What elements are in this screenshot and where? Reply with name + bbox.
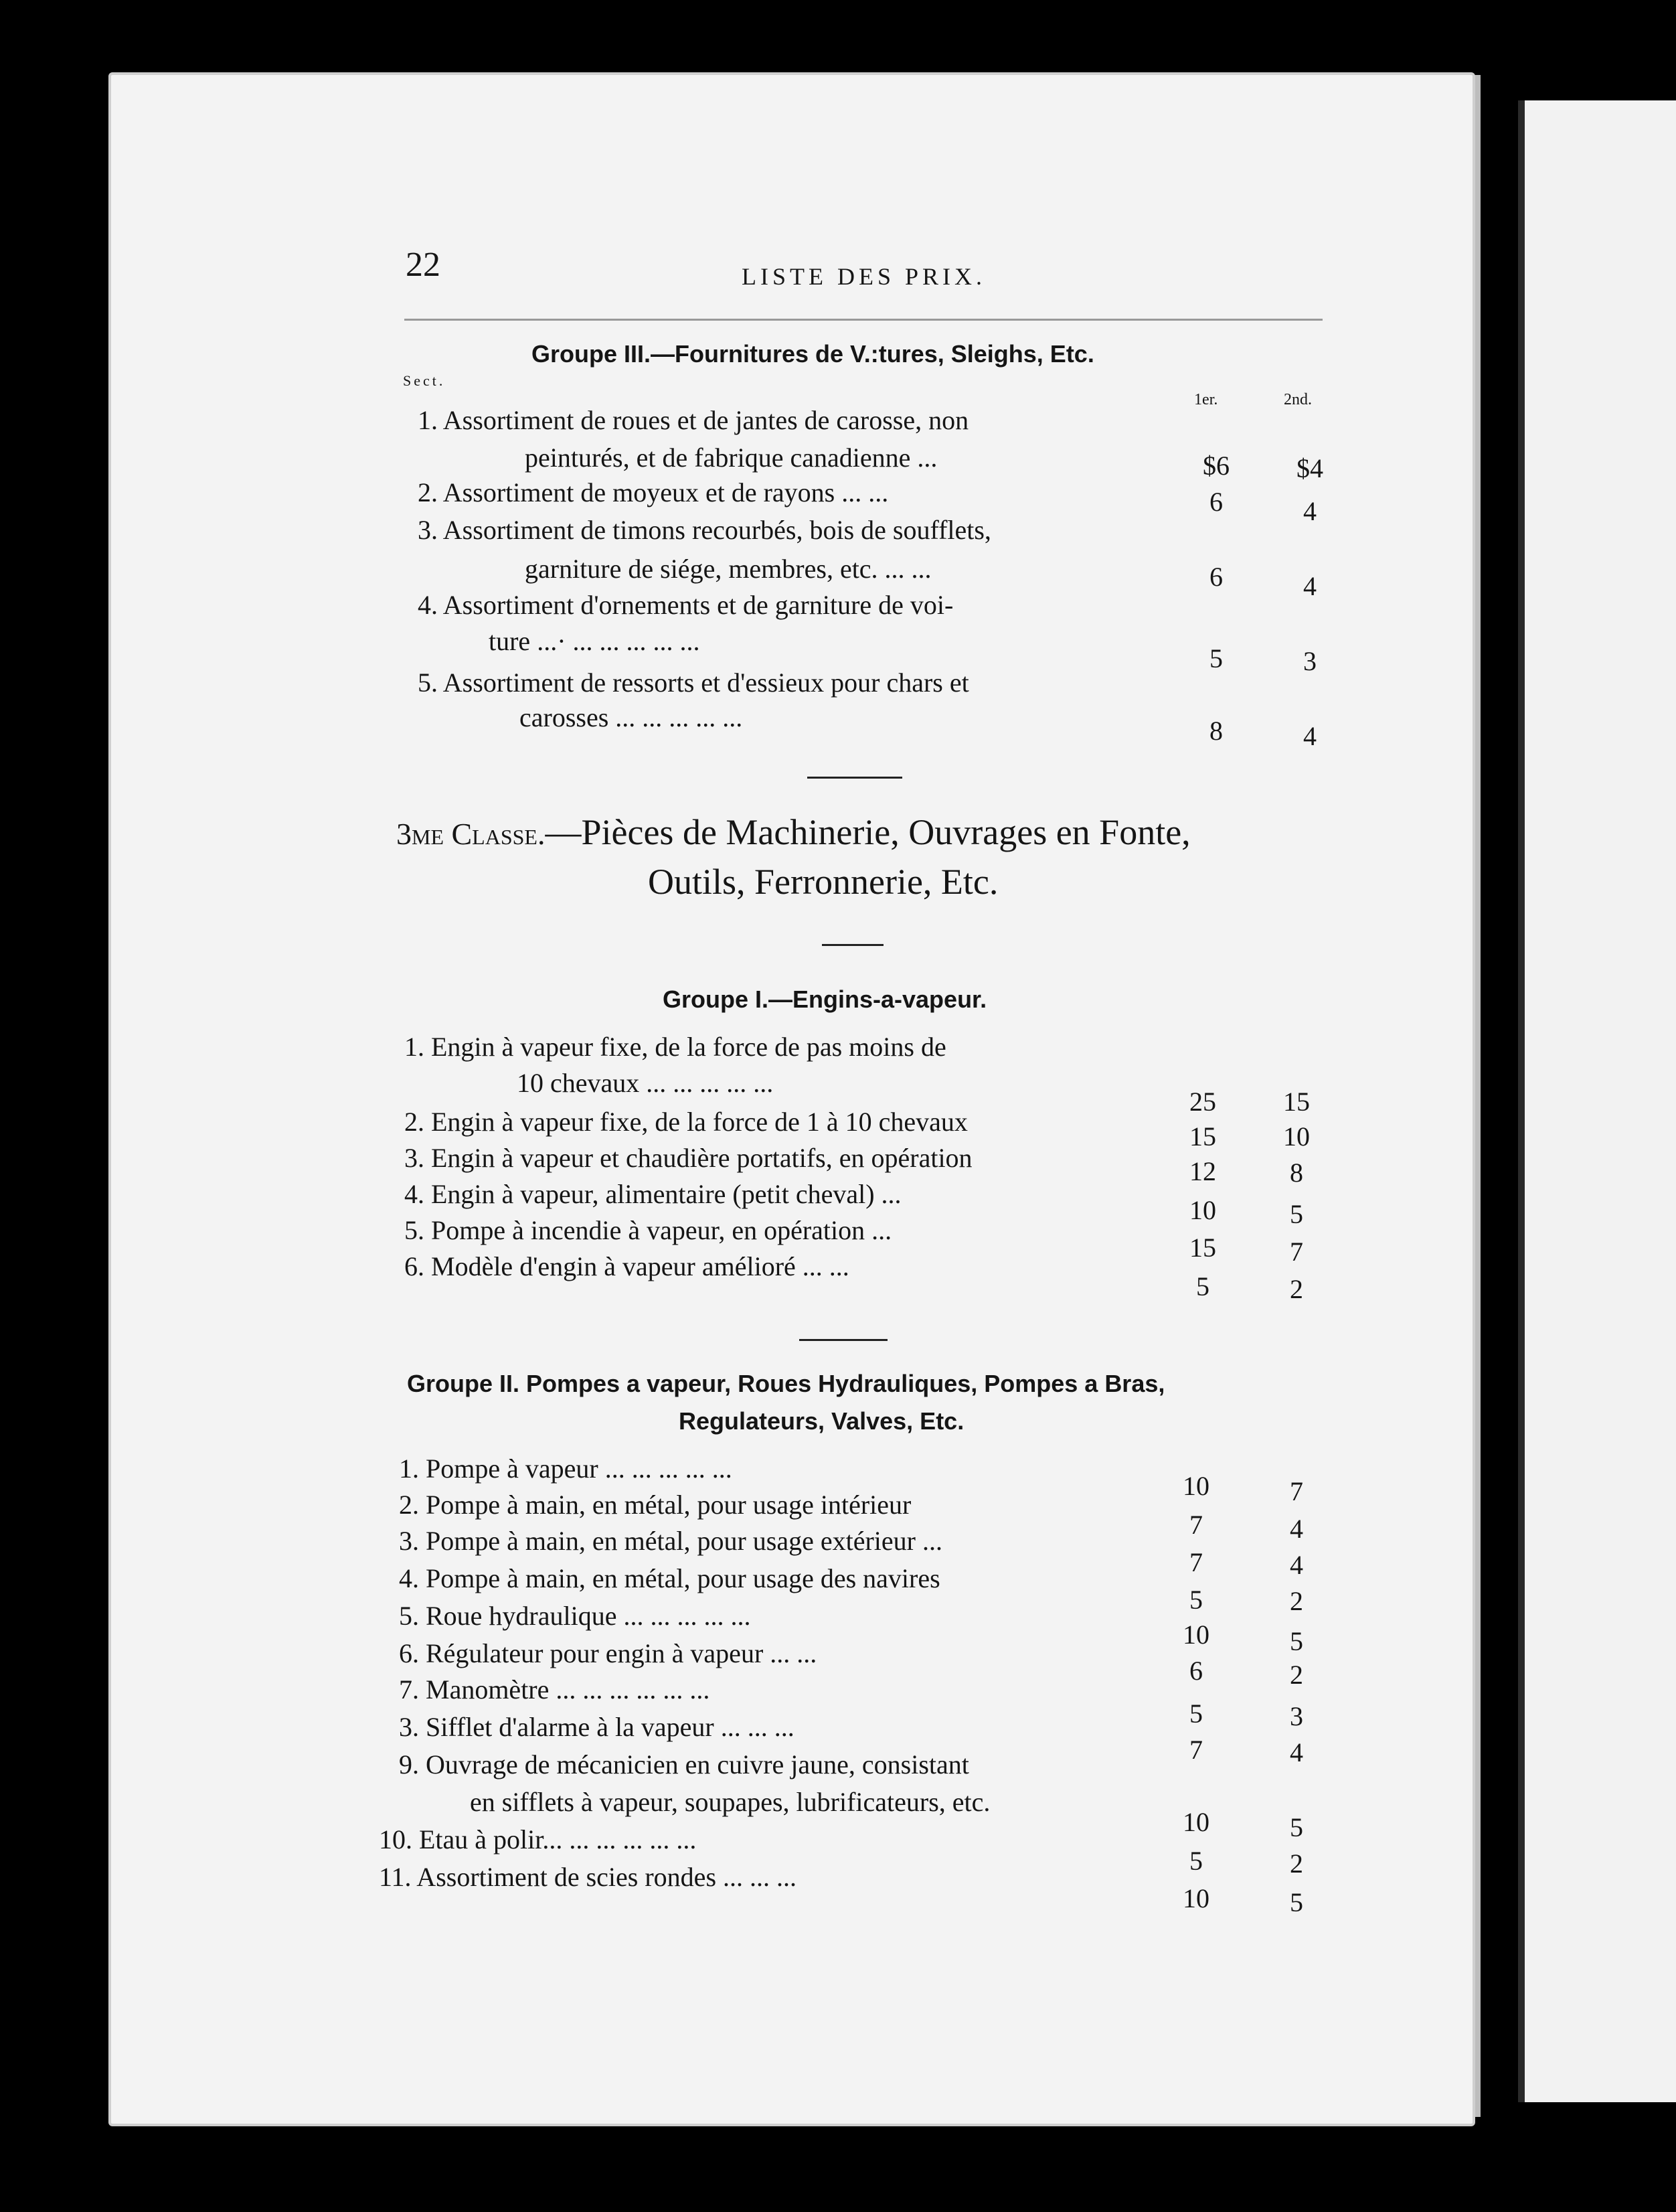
g1-item-4-first: 10 bbox=[1189, 1195, 1216, 1225]
g1-item-4: 4. Engin à vapeur, alimentaire (petit cheval) ... bbox=[404, 1179, 902, 1209]
section-divider bbox=[799, 1339, 888, 1341]
group3-title: Groupe III.—Fournitures de V.:tures, Sleighs, Etc. bbox=[531, 340, 1094, 368]
g3-item-4-second: 3 bbox=[1303, 646, 1317, 676]
col-head-second: 2nd. bbox=[1284, 391, 1312, 408]
g2-item-11: 11. Assortiment de scies rondes ... ... ... bbox=[379, 1862, 797, 1892]
g3-item-2-second: 4 bbox=[1303, 496, 1317, 526]
g2-item-4-second: 2 bbox=[1290, 1586, 1303, 1616]
g1-item-6-second: 2 bbox=[1290, 1274, 1303, 1304]
g1-item-5: 5. Pompe à incendie à vapeur, en opération ... bbox=[404, 1215, 892, 1245]
g2-item-4: 4. Pompe à main, en métal, pour usage des navires bbox=[399, 1563, 940, 1593]
g2-item-2: 2. Pompe à main, en métal, pour usage intérieur bbox=[399, 1490, 912, 1520]
g2-item-9-first: 10 bbox=[1183, 1807, 1209, 1837]
g2-item-10-first: 5 bbox=[1189, 1846, 1203, 1876]
g1-item-4-second: 5 bbox=[1290, 1199, 1303, 1229]
header-rule bbox=[404, 319, 1323, 321]
g2-item-1-second: 7 bbox=[1290, 1476, 1303, 1506]
g2-item-5: 5. Roue hydraulique ... ... ... ... ... bbox=[399, 1601, 751, 1631]
running-head: LISTE DES PRIX. bbox=[742, 263, 987, 290]
classe-prefix: 3me Classe. bbox=[396, 817, 546, 851]
g3-item-5-line2: carosses ... ... ... ... ... bbox=[519, 702, 743, 732]
g3-item-4-line1: 4. Assortiment d'ornements et de garniture de voi- bbox=[418, 590, 954, 620]
g3-item-5-line1: 5. Assortiment de ressorts et d'essieux pour chars et bbox=[418, 667, 969, 698]
g2-item-1: 1. Pompe à vapeur ... ... ... ... ... bbox=[399, 1453, 732, 1484]
g2-item-4-first: 5 bbox=[1189, 1585, 1203, 1615]
g1-item-3-second: 8 bbox=[1290, 1158, 1303, 1188]
g3-item-4-line2: ture ...· ... ... ... ... ... bbox=[489, 626, 700, 656]
g1-item-2: 2. Engin à vapeur fixe, de la force de 1 à 10 chevaux bbox=[404, 1107, 968, 1137]
group1-title: Groupe I.—Engins-a-vapeur. bbox=[663, 985, 987, 1013]
g1-item-3: 3. Engin à vapeur et chaudière portatifs, en opération bbox=[404, 1143, 973, 1173]
g2-item-5-second: 5 bbox=[1290, 1626, 1303, 1656]
g2-item-3: 3. Pompe à main, en métal, pour usage extérieur ... bbox=[399, 1526, 942, 1556]
g3-item-2-first: 6 bbox=[1209, 487, 1223, 517]
g1-item-1-line2: 10 chevaux ... ... ... ... ... bbox=[517, 1068, 774, 1098]
g2-item-7-first: 5 bbox=[1189, 1698, 1203, 1729]
g2-item-11-first: 10 bbox=[1183, 1883, 1209, 1913]
g2-item-3-first: 7 bbox=[1189, 1547, 1203, 1577]
g1-item-5-first: 15 bbox=[1189, 1233, 1216, 1263]
g2-item-8-second: 4 bbox=[1290, 1737, 1303, 1767]
g2-item-10: 10. Etau à polir... ... ... ... ... ... bbox=[379, 1824, 697, 1854]
g2-item-1-first: 10 bbox=[1183, 1471, 1209, 1501]
g2-item-6-first: 6 bbox=[1189, 1656, 1203, 1686]
g3-item-4-first: 5 bbox=[1209, 643, 1223, 674]
g2-item-2-second: 4 bbox=[1290, 1514, 1303, 1544]
classe-heading-line2: Outils, Ferronnerie, Etc. bbox=[648, 862, 999, 902]
g2-item-5-first: 10 bbox=[1183, 1620, 1209, 1650]
g2-item-3-second: 4 bbox=[1290, 1550, 1303, 1580]
g2-item-10-second: 2 bbox=[1290, 1848, 1303, 1879]
section-divider bbox=[822, 944, 884, 946]
section-divider bbox=[807, 777, 902, 779]
g3-item-1-first: $6 bbox=[1203, 451, 1230, 481]
g2-item-9-line1: 9. Ouvrage de mécanicien en cuivre jaune, consistant bbox=[399, 1749, 969, 1780]
g3-item-1-line2: peinturés, et de fabrique canadienne ... bbox=[525, 443, 938, 473]
page-number: 22 bbox=[406, 246, 440, 284]
g2-item-7-second: 3 bbox=[1290, 1701, 1303, 1731]
g1-item-6-first: 5 bbox=[1196, 1271, 1209, 1301]
g1-item-2-second: 10 bbox=[1283, 1121, 1310, 1152]
group2-title-line2: Regulateurs, Valves, Etc. bbox=[679, 1407, 965, 1435]
g2-item-9-second: 5 bbox=[1290, 1812, 1303, 1842]
g3-item-5-first: 8 bbox=[1209, 716, 1223, 746]
group2-title-line1: Groupe II. Pompes a vapeur, Roues Hydrauliques, Pompes a Bras, bbox=[407, 1370, 1165, 1397]
g2-item-2-first: 7 bbox=[1189, 1510, 1203, 1540]
col-head-first: 1er. bbox=[1194, 391, 1218, 408]
g2-item-8: 3. Sifflet d'alarme à la vapeur ... ... ... bbox=[399, 1712, 794, 1742]
g2-item-6: 6. Régulateur pour engin à vapeur ... ... bbox=[399, 1638, 817, 1668]
g2-item-7: 7. Manomètre ... ... ... ... ... ... bbox=[399, 1674, 710, 1705]
g3-item-2-line1: 2. Assortiment de moyeux et de rayons ... ... bbox=[418, 477, 889, 507]
g1-item-1-line1: 1. Engin à vapeur fixe, de la force de pas moins de bbox=[404, 1032, 946, 1062]
g3-item-3-line2: garniture de siége, membres, etc. ... ... bbox=[525, 554, 932, 584]
g1-item-5-second: 7 bbox=[1290, 1237, 1303, 1267]
g1-item-1-first: 25 bbox=[1189, 1087, 1216, 1117]
sect-label: Sect. bbox=[403, 372, 446, 389]
g1-item-1-second: 15 bbox=[1283, 1087, 1310, 1117]
g3-item-3-line1: 3. Assortiment de timons recourbés, bois de soufflets, bbox=[418, 515, 991, 545]
g3-item-3-second: 4 bbox=[1303, 571, 1317, 601]
g3-item-5-second: 4 bbox=[1303, 721, 1317, 751]
g2-item-9-line2: en sifflets à vapeur, soupapes, lubrificateurs, etc. bbox=[470, 1787, 991, 1817]
adjacent-page-edge bbox=[1518, 100, 1676, 2102]
classe-heading-line1 bbox=[396, 811, 1191, 853]
g1-item-3-first: 12 bbox=[1189, 1156, 1216, 1186]
g3-item-1-second: $4 bbox=[1296, 453, 1323, 483]
g2-item-11-second: 5 bbox=[1290, 1887, 1303, 1917]
g1-item-2-first: 15 bbox=[1189, 1121, 1216, 1152]
g2-item-6-second: 2 bbox=[1290, 1660, 1303, 1690]
g3-item-1-line1: 1. Assortiment de roues et de jantes de carosse, non bbox=[418, 405, 969, 435]
g3-item-3-first: 6 bbox=[1209, 562, 1223, 592]
g2-item-8-first: 7 bbox=[1189, 1735, 1203, 1765]
classe-title: —Pièces de Machinerie, Ouvrages en Fonte, bbox=[545, 812, 1191, 852]
g1-item-6: 6. Modèle d'engin à vapeur amélioré ... ... bbox=[404, 1251, 849, 1281]
